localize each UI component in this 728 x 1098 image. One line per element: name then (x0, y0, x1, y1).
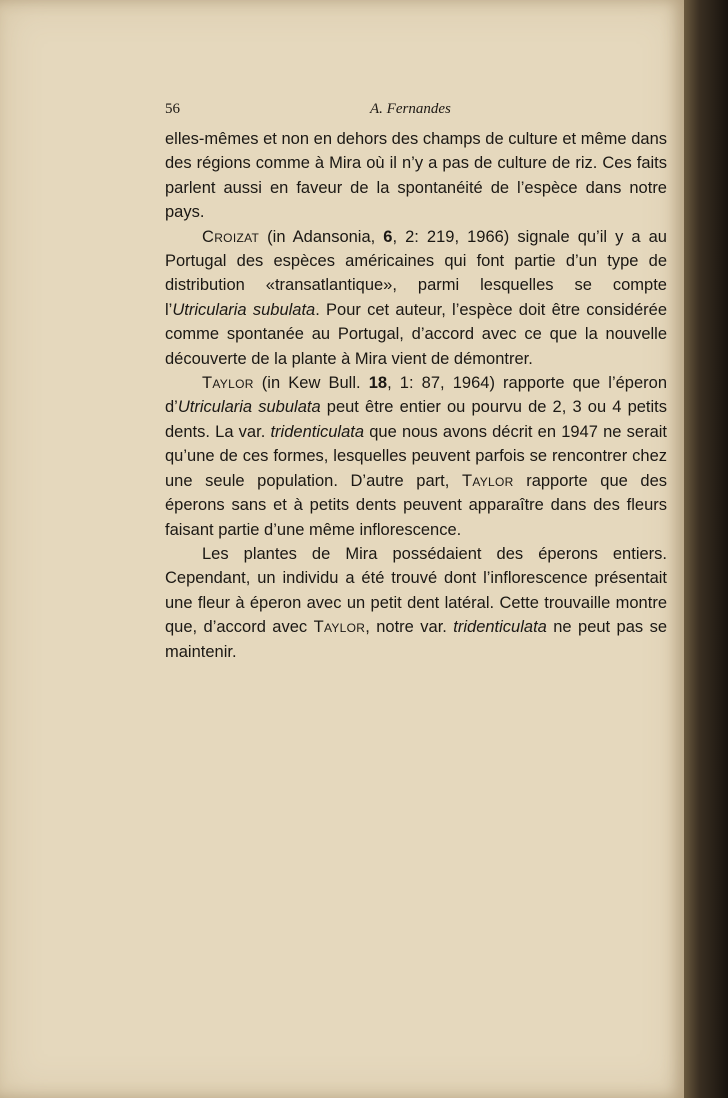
text-segment: , 2: 219, 1966) signale qu’il y a au Portugal des espèces américaines qui font partie d’un type de distribution «transatlantique», parmi lesquelles se compte l’ (165, 227, 667, 319)
variety-name: tridenticulata (453, 618, 547, 637)
species-name: Utricularia subulata (177, 398, 321, 417)
body-text (165, 127, 667, 664)
author-name: Taylor (461, 471, 514, 490)
paragraph-1 (165, 127, 667, 225)
author-name: Taylor (313, 618, 366, 637)
author-name: Taylor (202, 374, 254, 393)
text-segment: Les plantes de Mira possédaient des éperons entiers. Cependant, un individu a été trouvé dont l’inflorescence présentait une fleur à éperon avec un petit dent latéral. Cette trouvaille montre que, d’accord avec (165, 544, 667, 637)
text-segment: que nous avons décrit en 1947 ne serait qu’une de ces formes, lesquelles peuvent parfois se rencontrer chez une seule population. D’autre part, (165, 422, 667, 490)
species-name: Utricularia subulata (172, 300, 316, 319)
text-segment: ne peut pas se maintenir. (165, 618, 667, 661)
text-segment: (in Kew Bull. (253, 374, 369, 393)
page-number: 56 (165, 101, 180, 117)
text-segment: rapporte que des éperons sans et à petits dents peuvent apparaître dans des fleurs faisant partie d’une même inflorescence. (165, 471, 668, 539)
text-segment: , 1: 87, 1964) rapporte que l’éperon d’ (165, 374, 668, 417)
text-segment: , notre var. (365, 618, 454, 637)
text-segment: (in Adansonia, (259, 227, 384, 246)
page-header (165, 101, 665, 121)
text-segment: peut être entier ou pourvu de 2, 3 ou 4 petits dents. La var. (165, 398, 668, 441)
volume-number: 6 (383, 227, 393, 246)
variety-name: tridenticulata (270, 422, 365, 441)
paragraph-2 (165, 225, 667, 371)
volume-number: 18 (368, 374, 388, 393)
running-head-author: A. Fernandes (370, 101, 451, 117)
text-segment: elles-mêmes et non en dehors des champs de culture et même dans des régions comme à Mira où il n’y a pas de culture de riz. Ces faits parlent aussi en faveur de la spontanéité de l’espèce dans notre pays. (165, 130, 667, 222)
book-edge-shadow (684, 0, 728, 1098)
author-name: Croizat (202, 227, 260, 246)
text-segment: . Pour cet auteur, l’espèce doit être considérée comme spontanée au Portugal, d’accord avec ce que la nouvelle découverte de la plante à Mira vient de démontrer. (165, 300, 667, 368)
paragraph-4 (165, 542, 667, 664)
paragraph-3 (165, 371, 667, 542)
